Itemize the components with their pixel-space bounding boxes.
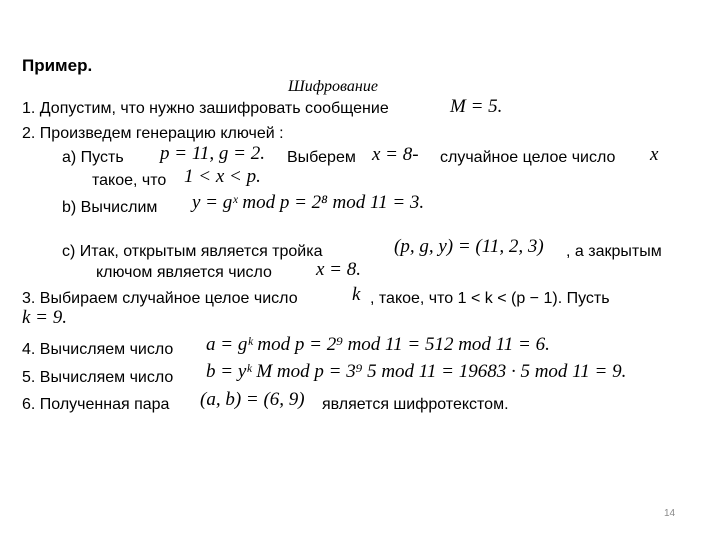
step-2c-label: c) Итак, открытым является тройка <box>62 243 323 260</box>
step-2b-label: b) Вычислим <box>62 199 158 216</box>
step-3-condition-text: , такое, что 1 < k < (p − 1). Пусть <box>370 290 610 307</box>
step-2a-range-math: 1 < x < p. <box>184 166 261 187</box>
step-2b-math: y = gˣ mod p = 2⁸ mod 11 = 3. <box>192 192 425 213</box>
step-2a-math-var: x <box>650 144 659 165</box>
step-2a-random-text: случайное целое число <box>440 149 616 166</box>
step-4-math: a = gᵏ mod p = 2⁹ mod 11 = 512 mod 11 = 6. <box>206 334 550 355</box>
slide-subtitle: Шифрование <box>288 78 378 95</box>
step-2a-math-params: p = 11, g = 2. <box>160 143 265 164</box>
step-5-math: b = yᵏ M mod p = 3⁹ 5 mod 11 = 19683 · 5 mod 11 = 9. <box>206 361 627 382</box>
step-2a-math-x: x = 8- <box>372 144 419 165</box>
step-2c-key-math: x = 8. <box>316 259 362 280</box>
step-2c-key-text: ключом является число <box>96 264 272 281</box>
page-number: 14 <box>664 508 676 519</box>
step-2a-such-text: такое, что <box>92 172 167 189</box>
step-1-text: 1. Допустим, что нужно зашифровать сообщение <box>22 100 389 117</box>
step-2c-private-text: , а закрытым <box>566 243 662 260</box>
step-6-math: (a, b) = (6, 9) <box>200 389 305 410</box>
slide-title: Пример. <box>22 56 93 75</box>
step-2-text: 2. Произведем генерацию ключей : <box>22 125 284 142</box>
step-3-math-k: k <box>352 284 361 305</box>
step-1-math: M = 5. <box>450 96 503 117</box>
step-2a-label: а) Пусть <box>62 149 124 166</box>
step-6-text: 6. Полученная пара <box>22 396 170 413</box>
step-6-result-text: является шифротекстом. <box>322 396 509 413</box>
step-5-text: 5. Вычисляем число <box>22 369 174 386</box>
step-3-text: 3. Выбираем случайное целое число <box>22 290 298 307</box>
step-3-math-k-value: k = 9. <box>22 307 68 328</box>
step-2c-math: (p, g, y) = (11, 2, 3) <box>394 236 544 257</box>
step-2a-choose-text: Выберем <box>287 149 356 166</box>
step-4-text: 4. Вычисляем число <box>22 341 174 358</box>
